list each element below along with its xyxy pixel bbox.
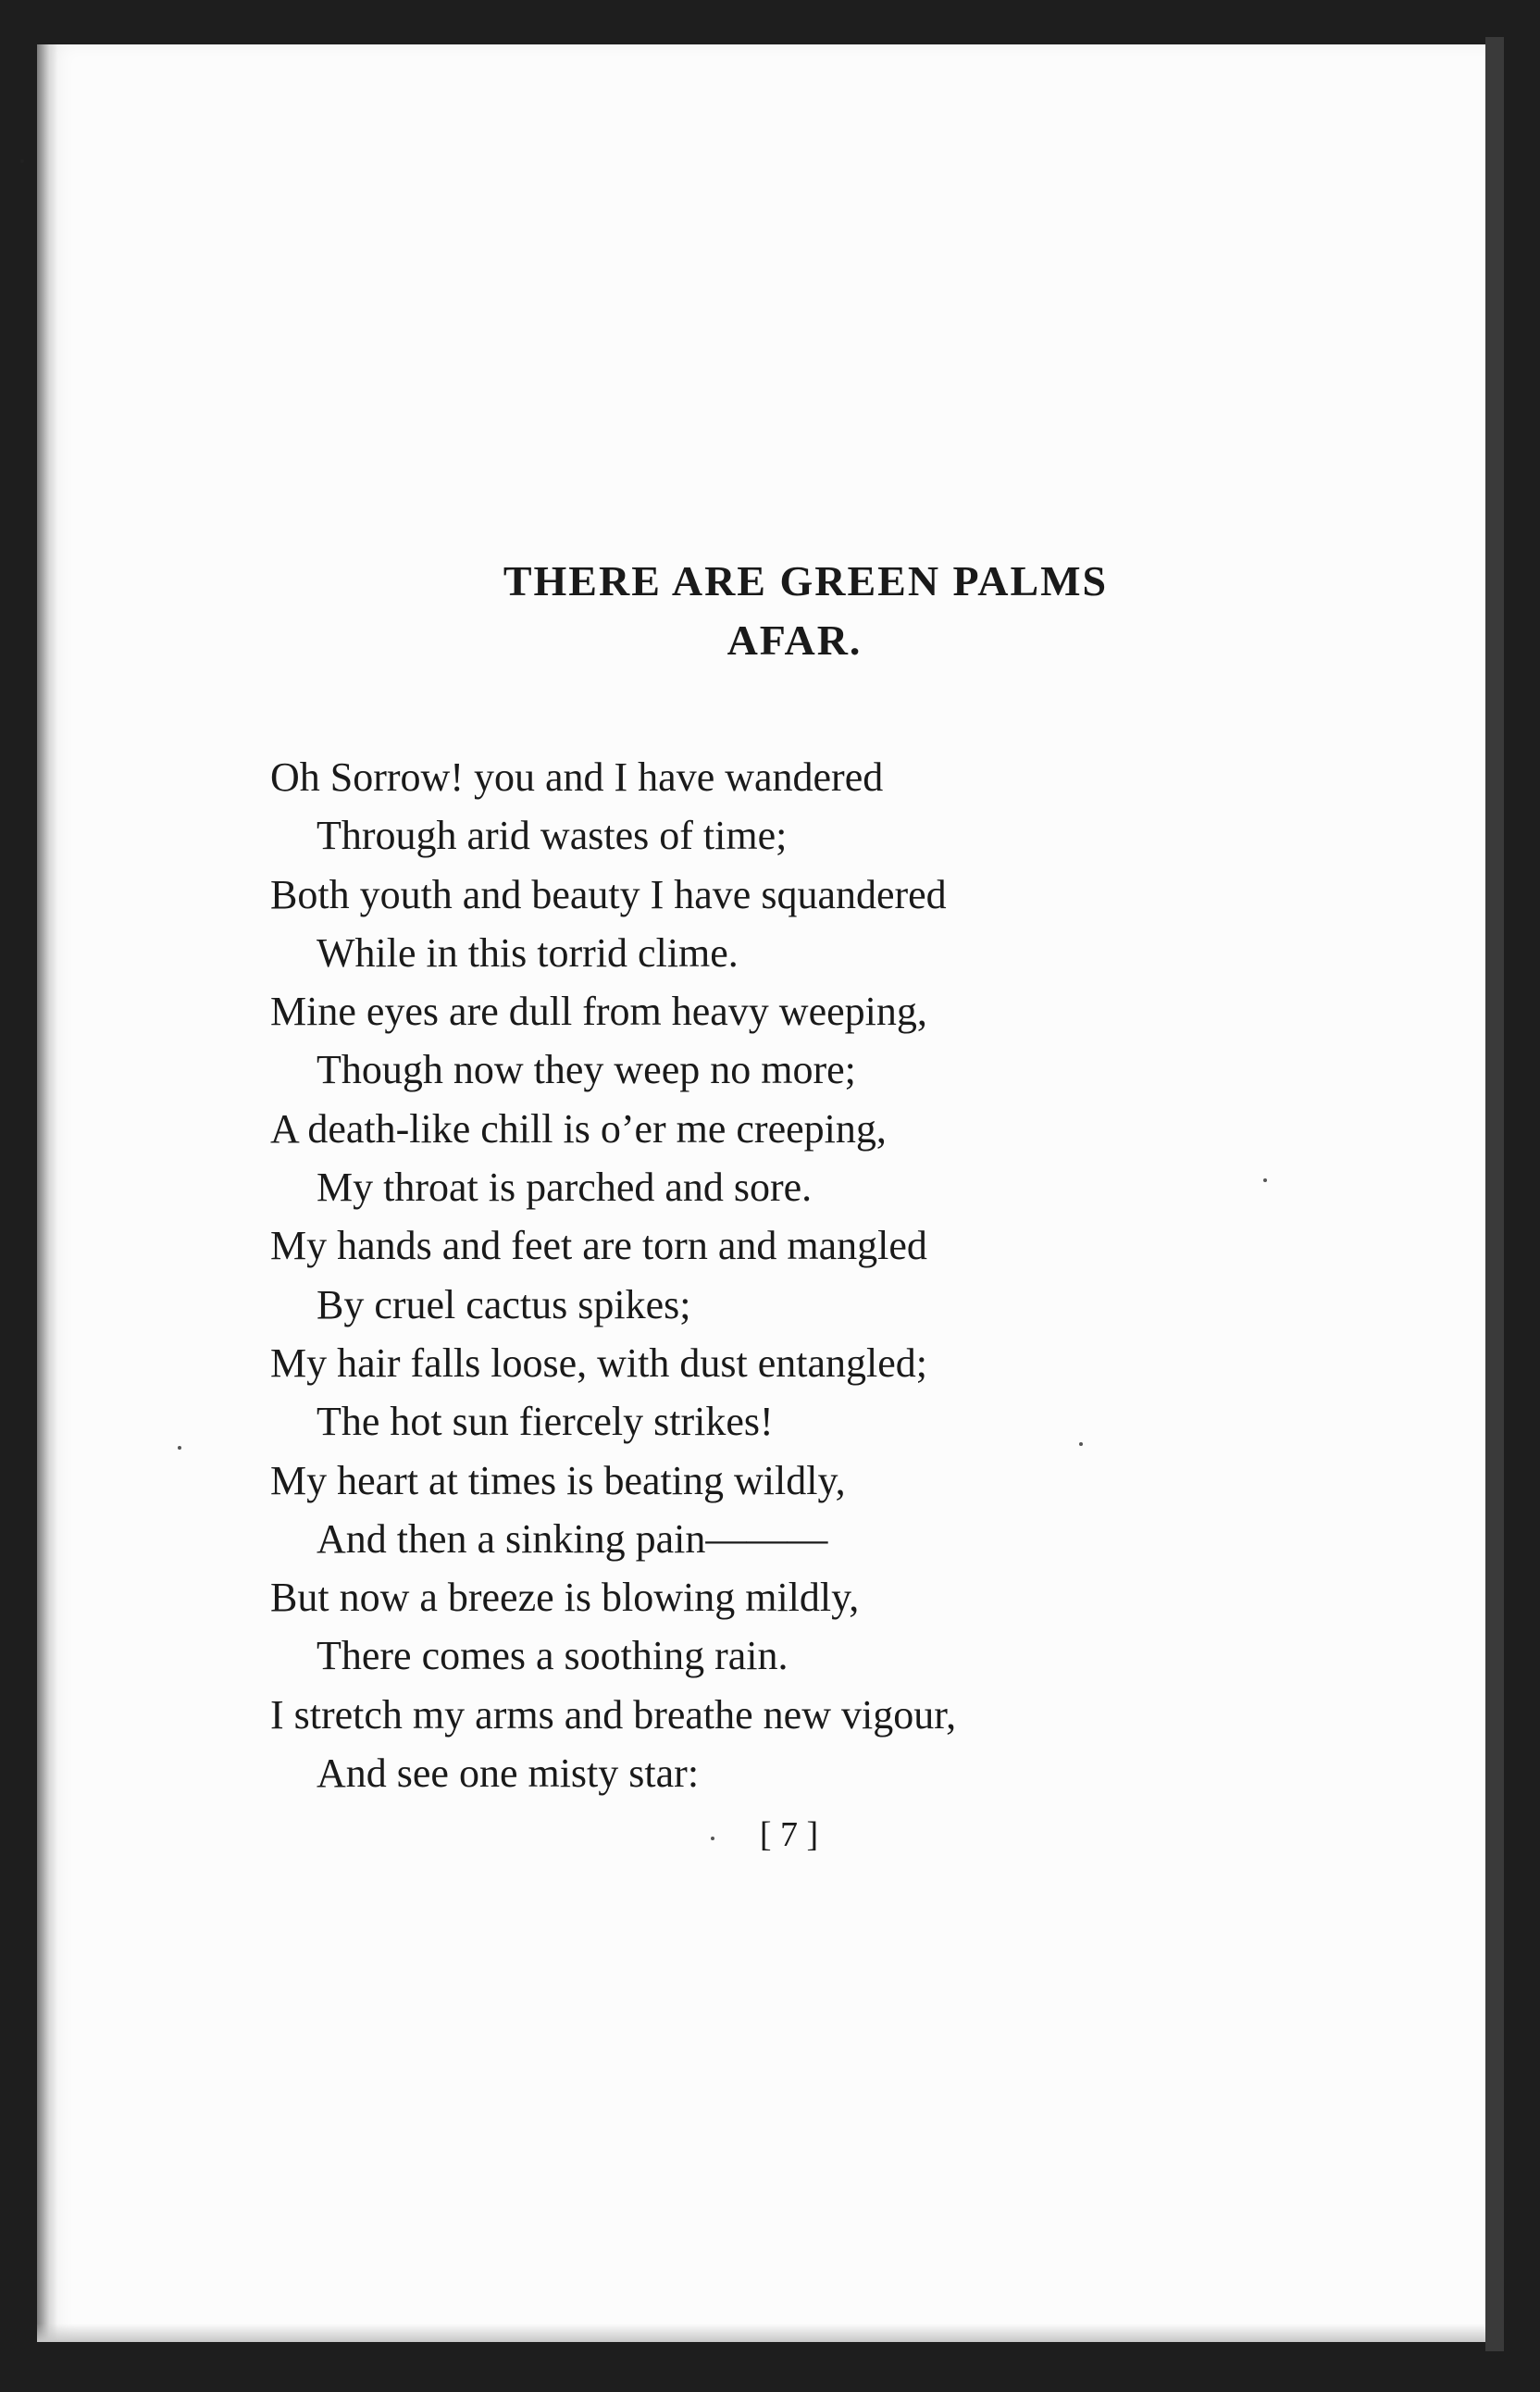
verse-line: And see one misty star: <box>317 1750 700 1797</box>
verse-line: My throat is parched and sore. <box>317 1165 813 1211</box>
dust-speck <box>1079 1442 1083 1446</box>
verse-line: Though now they weep no more; <box>317 1047 856 1093</box>
verse-line: A death-like chill is o’er me creeping, <box>270 1105 887 1152</box>
poem-title-line-2: AFAR. <box>727 617 863 664</box>
dust-speck <box>178 1446 181 1450</box>
verse-line: Mine eyes are dull from heavy weeping, <box>270 989 927 1035</box>
verse-line: My hair falls loose, with dust entangled; <box>270 1339 927 1386</box>
verse-line: My hands and feet are torn and mangled <box>270 1223 927 1269</box>
page-bottom-edge <box>37 2323 1485 2342</box>
page-number: [ 7 ] <box>759 1815 819 1854</box>
poem-verse <box>270 748 956 1802</box>
verse-line: But now a breeze is blowing mildly, <box>270 1575 860 1621</box>
poem-title-line-1: THERE ARE GREEN PALMS <box>503 557 1109 604</box>
verse-line: My heart at times is beating wildly, <box>270 1457 846 1503</box>
verse-line: While in this torrid clime. <box>317 929 739 976</box>
verse-line: I stretch my arms and breathe new vigour, <box>270 1691 957 1738</box>
verse-line: And then a sinking pain——— <box>317 1515 828 1562</box>
dust-speck <box>20 159 24 163</box>
verse-line: The hot sun fiercely strikes! <box>317 1399 774 1445</box>
verse-line: Both youth and beauty I have squandered <box>270 871 947 917</box>
verse-line: Through arid wastes of time; <box>317 813 788 859</box>
book-cover-edge <box>1485 37 1504 2351</box>
verse-line: There comes a soothing rain. <box>317 1633 789 1679</box>
verse-line: Oh Sorrow! you and I have wandered <box>270 754 884 800</box>
page-spine-shadow <box>37 44 57 2342</box>
verse-line: By cruel cactus spikes; <box>317 1281 691 1327</box>
dust-speck <box>1263 1178 1267 1182</box>
book-page <box>37 44 1485 2342</box>
dust-speck <box>711 1837 714 1840</box>
